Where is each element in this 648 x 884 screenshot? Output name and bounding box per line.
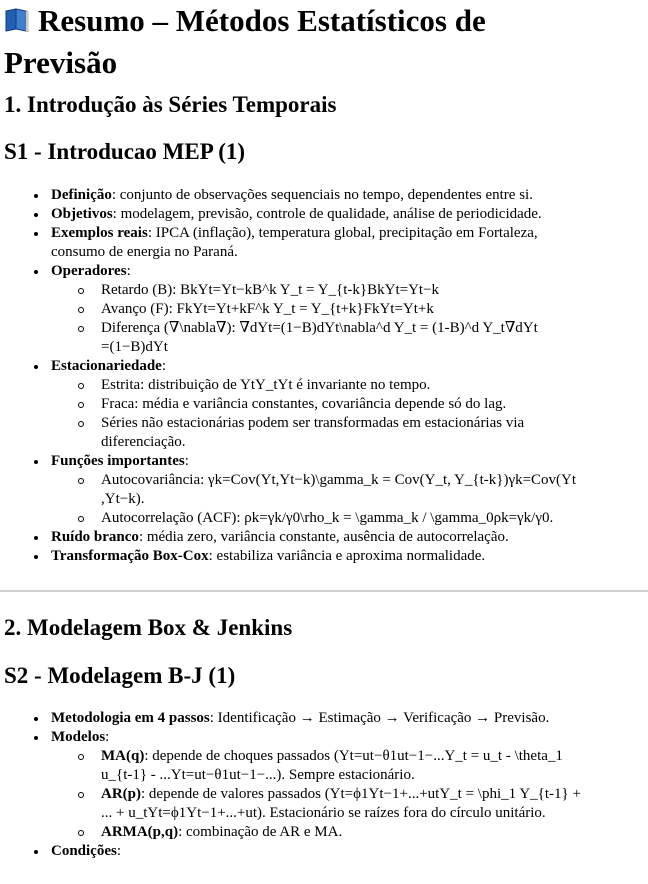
operadores-sublist [51, 281, 648, 357]
section-2-subheading: S2 - Modelagem B-J (1) [4, 663, 236, 688]
sublist-item: Fraca: média e variância constantes, covariância depende só do lag. [51, 395, 648, 414]
section-1-heading: 1. Introdução às Séries Temporais [4, 92, 337, 117]
list-item-condicoes: Condições: [4, 842, 648, 861]
modelos-sublist [51, 747, 648, 842]
section-1-list [4, 186, 648, 566]
section-2-list [4, 709, 648, 861]
sublist-item: Retardo (B): BkYt=Yt−kB^k Y_t = Y_{t-k}BkYt=Yt−k [51, 281, 648, 300]
list-item-operadores: Operadores: Retardo (B): BkYt=Yt−kB^k Y_t = Y_{t-k}BkYt=Yt−k Avanço (F): FkYt=Yt+kF^k Y_t = Y_{t+k}FkYt=Yt+k Diferença (∇\nabla∇): ∇dYt=(1−B)dYt\nabla^d Y_t = (1-B)^d Y_t∇dYt =(1−B)dYt [4, 262, 648, 357]
sublist-item: Autocorrelação (ACF): ρk=γk/γ0\rho_k = \gamma_k / \gamma_0ρk=γk/γ0. [51, 509, 648, 528]
sublist-item-ar: AR(p): depende de valores passados (Yt=ϕ1Yt−1+...+utY_t = \phi_1 Y_{t-1} + ... + u_tYt=ϕ1Yt−1+...+ut). Estacionário se raízes fora do círculo unitário. [51, 785, 648, 823]
sublist-item-ma: MA(q): depende de choques passados (Yt=ut−θ1ut−1−...Y_t = u_t - \theta_1 u_{t-1} - ...Yt=ut−θ1ut−1−...). Sempre estacionário. [51, 747, 648, 785]
list-item-objetivos: Objetivos: modelagem, previsão, controle de qualidade, análise de periodicidade. [4, 205, 648, 224]
sublist-item: Diferença (∇\nabla∇): ∇dYt=(1−B)dYt\nabla^d Y_t = (1-B)^d Y_t∇dYt =(1−B)dYt [51, 319, 648, 357]
sublist-item: Séries não estacionárias podem ser transformadas em estacionárias via diferenciação. [51, 414, 648, 452]
list-item-estacionariedade: Estacionariedade: Estrita: distribuição de YtY_tYt é invariante no tempo. Fraca: média e variância constantes, covariância depende só do lag. Séries não estacionárias podem ser transformadas em estacionárias via diferenciação. [4, 357, 648, 452]
list-item-exemplos: Exemplos reais: IPCA (inflação), temperatura global, precipitação em Fortaleza, consumo de energia no Paraná. [4, 224, 648, 262]
section-2-heading: 2. Modelagem Box & Jenkins [4, 615, 293, 640]
list-item-box-cox: Transformação Box-Cox: estabiliza variância e aproxima normalidade. [4, 547, 648, 566]
title-line-1: Resumo – Métodos Estatísticos de [38, 3, 486, 38]
list-item-metodologia: Metodologia em 4 passos: Identificação → Estimação → Verificação → Previsão. [4, 709, 648, 728]
section-divider [0, 590, 648, 592]
estacionariedade-sublist [51, 376, 648, 452]
funcoes-sublist [51, 471, 648, 528]
list-item-funcoes: Funções importantes: Autocovariância: γk=Cov(Yt,Yt−k)\gamma_k = Cov(Y_t, Y_{t-k})γk=Cov(Yt ,Yt−k). Autocorrelação (ACF): ρk=γk/γ0\rho_k = \gamma_k / \gamma_0ρk=γk/γ0. [4, 452, 648, 528]
sublist-item: Avanço (F): FkYt=Yt+kF^k Y_t = Y_{t+k}FkYt=Yt+k [51, 300, 648, 319]
list-item-modelos: Modelos: MA(q): depende de choques passados (Yt=ut−θ1ut−1−...Y_t = u_t - \theta_1 u_{t-1} - ...Yt=ut−θ1ut−1−...). Sempre estacionário. AR(p): depende de valores passados (Yt=ϕ1Yt−1+...+utY_t = \phi_1 Y_{t-1} + ... + u_tYt=ϕ1Yt−1+...+ut). Estacionário se raízes fora do círculo unitário. ARMA(p,q): combinação de AR e MA. [4, 728, 648, 842]
list-item-definicao: Definição: conjunto de observações sequenciais no tempo, dependentes entre si. [4, 186, 648, 205]
sublist-item-arma: ARMA(p,q): combinação de AR e MA. [51, 823, 648, 842]
list-item-ruido-branco: Ruído branco: média zero, variância constante, ausência de autocorrelação. [4, 528, 648, 547]
sublist-item: Autocovariância: γk=Cov(Yt,Yt−k)\gamma_k = Cov(Y_t, Y_{t-k})γk=Cov(Yt ,Yt−k). [51, 471, 648, 509]
book-icon [4, 8, 30, 32]
sublist-item: Estrita: distribuição de YtY_tYt é invariante no tempo. [51, 376, 648, 395]
document-title [4, 0, 648, 84]
section-1-subheading: S1 - Introducao MEP (1) [4, 139, 246, 164]
title-line-2: Previsão [4, 45, 118, 80]
